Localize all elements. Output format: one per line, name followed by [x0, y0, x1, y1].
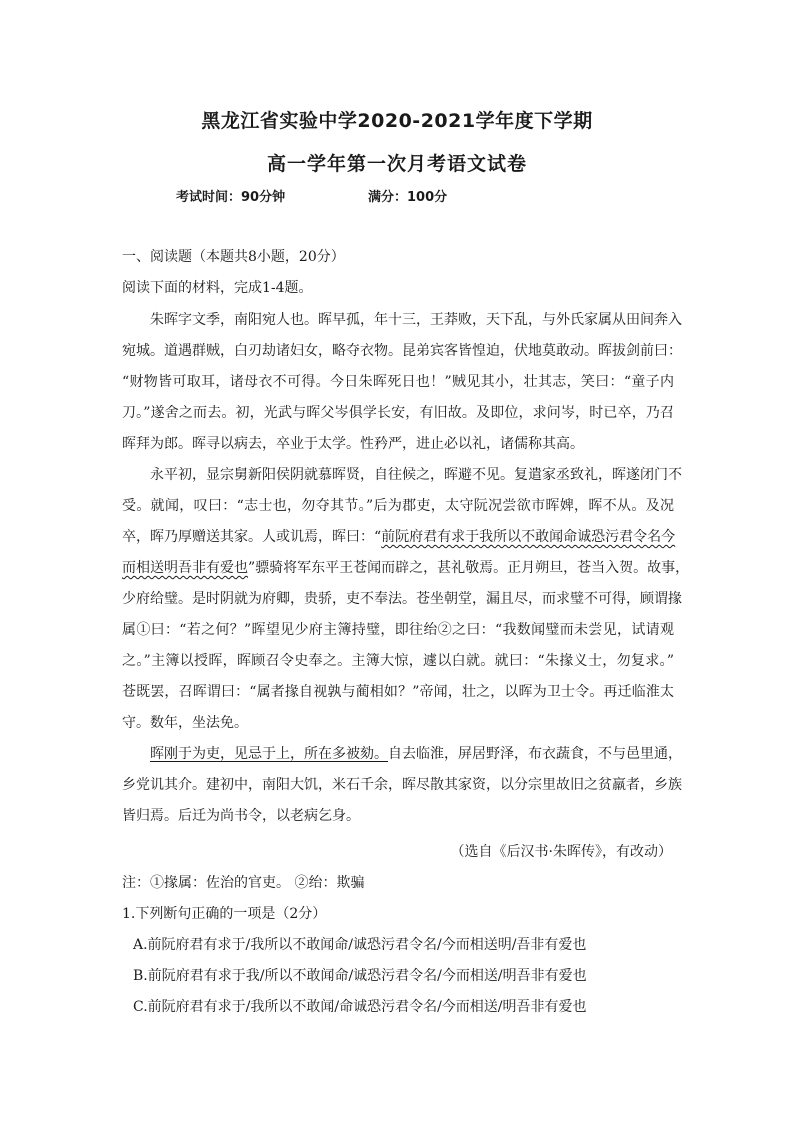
passage-line: 守。数年，坐法免。 — [122, 715, 248, 731]
option-b: B.前阮府君有求于我/所以不敢闻命/诚恐污君令名/今而相送/明吾非有爱也 — [133, 968, 587, 984]
underlined-sentence: 晖刚于为吏，见忌于上，所在多被劾。 — [150, 746, 388, 762]
underlined-sentence: 而相送明吾非有爱也 — [122, 560, 248, 576]
section-instruction: 阅读下面的材料，完成1-4题。 — [122, 280, 313, 296]
passage-line: 晖拜为郎。晖寻以病去，卒业于太学。性矜严，进止必以礼，诸儒称其高。 — [122, 436, 584, 452]
underlined-sentence: 前阮府君有求于我所以不敢闻命诚恐污君令名今 — [381, 529, 676, 545]
passage-line: 乡党讥其介。建初中，南阳大饥，米石千余，晖尽散其家资，以分宗里故旧之贫羸者，乡族 — [122, 777, 682, 793]
exam-time: 考试时间：90分钟 — [176, 190, 286, 205]
question-stem: 1.下列断句正确的一项是（2分） — [122, 906, 327, 922]
passage-line-with-underline — [122, 527, 674, 547]
passage-line: 受。就闻，叹曰：“志士也，勿夺其节。”后为郡吏，太守阮况尝欲市晖婢，晖不从。及况 — [122, 498, 674, 514]
section-heading: 一、阅读题（本题共8小题，20分） — [122, 249, 345, 265]
passage-line: 属①曰：“若之何？”晖望见少府主簿持璧，即往绐②之曰：“我数闻璧而未尝见，试请观 — [122, 622, 674, 638]
notes: 注：①掾属：佐治的官吏。 ②绐：欺骗 — [122, 875, 365, 891]
option-c: C.前阮府君有求于/我所以不敢闻/命诚恐污君令名/今而相送/明吾非有爱也 — [133, 999, 587, 1015]
passage-line: 少府给璧。是时阴就为府卿，贵骄，吏不奉法。苍坐朝堂，漏且尽，而求璧不可得，顾谓掾 — [122, 591, 682, 607]
passage-source: （选自《后汉书·朱晖传》，有改动） — [450, 844, 672, 860]
passage-text: 卒，晖乃厚赠送其家。人或讥焉，晖曰：“ — [122, 529, 382, 545]
passage-line: 宛城。道遇群贼，白刃劫诸妇女，略夺衣物。昆弟宾客皆惶迫，伏地莫敢动。晖拔剑前曰： — [122, 343, 682, 359]
passage-line-with-underline — [150, 744, 682, 764]
passage-line: 苍既罢，召晖谓曰：“属者掾自视孰与蔺相如？”帝闻，壮之，以晖为卫士令。再迁临淮太 — [122, 684, 674, 700]
passage-line-with-underline — [122, 558, 690, 578]
passage-line: 刀。”遂舍之而去。初，光武与晖父岑俱学长安，有旧故。及即位，求问岑，时已卒，乃召 — [122, 405, 674, 421]
passage-line: 皆归焉。后迁为尚书令，以老病乞身。 — [122, 808, 360, 824]
exam-subtitle: 高一学年第一次月考语文试卷 — [266, 153, 527, 175]
passage-text: 自去临淮，屏居野泽，布衣蔬食，不与邑里通， — [388, 746, 682, 762]
passage-line: 之。”主簿以授晖，晖顾召令史奉之。主簿大惊，遽以白就。就曰：“朱掾义士，勿复求。” — [122, 653, 674, 669]
passage-line: 永平初，显宗舅新阳侯阴就慕晖贤，自往候之，晖避不见。复遣家丞致礼，晖遂闭门不 — [150, 467, 682, 483]
passage-text: ”骠骑将军东平王苍闻而辟之，甚礼敬焉。正月朔旦，苍当入贺。故事， — [248, 560, 690, 576]
option-a: A.前阮府君有求于/我所以不敢闻命/诚恐污君令名/今而相送明/吾非有爱也 — [133, 937, 587, 953]
passage-line: “财物皆可取耳，诸母衣不可得。今日朱晖死日也！”贼见其小，壮其志，笑曰：“童子内 — [122, 374, 674, 390]
exam-title: 黑龙江省实验中学2020-2021学年度下学期 — [201, 110, 593, 132]
full-score: 满分：100分 — [368, 190, 448, 205]
passage-line: 朱晖字文季，南阳宛人也。晖早孤，年十三，王莽败，天下乱，与外氏家属从田间奔入 — [150, 312, 682, 328]
